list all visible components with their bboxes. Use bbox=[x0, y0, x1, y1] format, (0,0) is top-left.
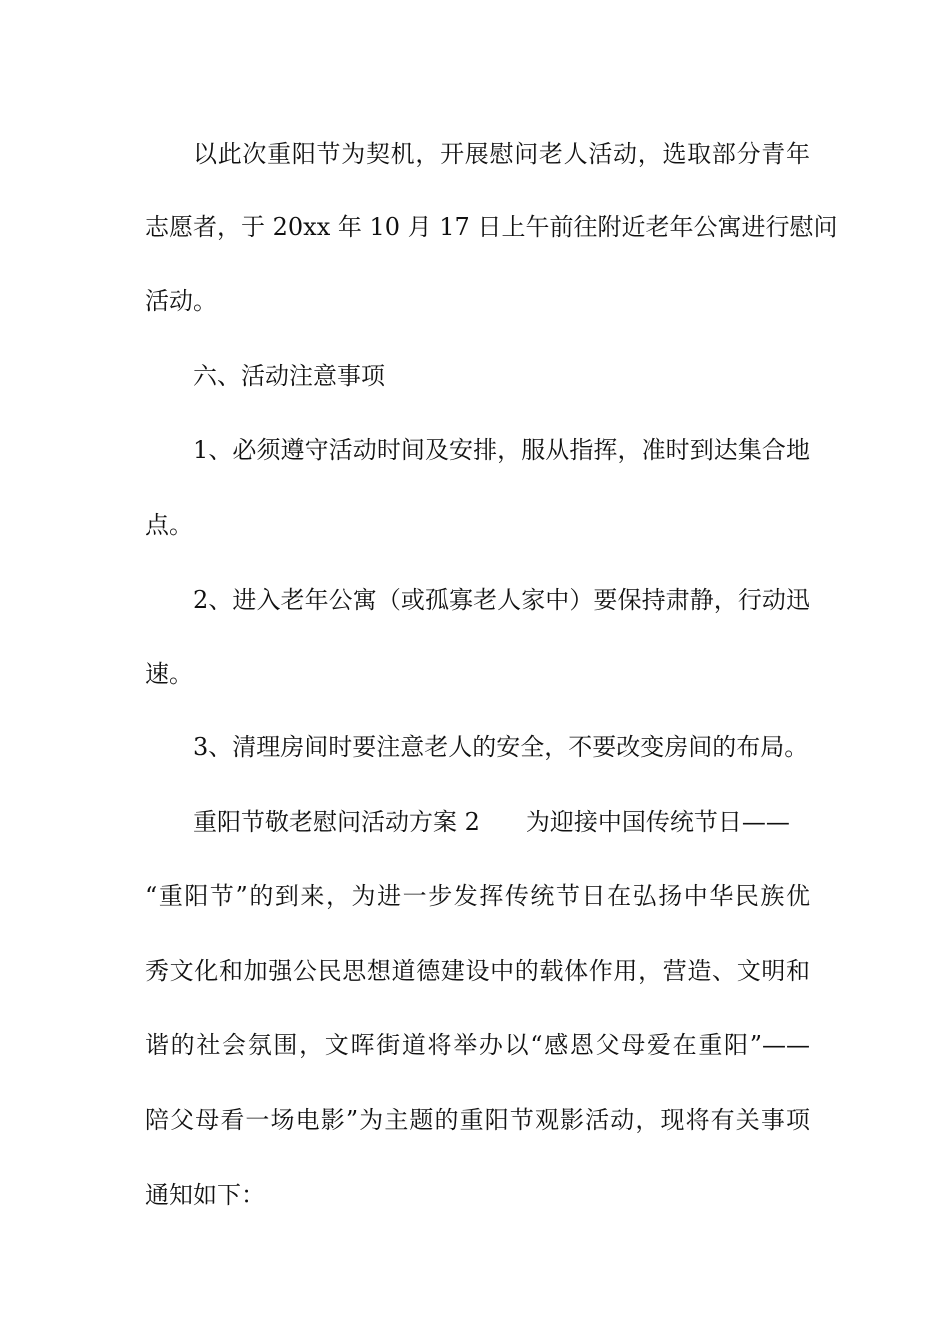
list-item-2-line-1: 2、进入老年公寓（或孤寡老人家中）要保持肃静，行动迅 bbox=[193, 586, 810, 614]
paragraph-line-6: 谐的社会氛围，文晖街道将举办以“感恩父母爱在重阳”—— bbox=[145, 1031, 810, 1059]
paragraph-line-2: 志愿者，于 20xx 年 10 月 17 日上午前往附近老年公寓进行慰问 bbox=[145, 213, 838, 241]
plan-heading-line bbox=[193, 802, 810, 842]
list-item-3: 3、清理房间时要注意老人的安全，不要改变房间的布局。 bbox=[193, 733, 809, 761]
list-item-1-line-2: 点。 bbox=[145, 511, 193, 539]
paragraph-line-7: 陪父母看一场电影”为主题的重阳节观影活动，现将有关事项 bbox=[145, 1106, 810, 1134]
paragraph-line-1: 以此次重阳节为契机，开展慰问老人活动，选取部分青年 bbox=[193, 140, 810, 168]
paragraph-line-4: “重阳节”的到来，为进一步发挥传统节日在弘扬中华民族优 bbox=[145, 882, 810, 910]
list-item-1-line-1: 1、必须遵守活动时间及安排，服从指挥，准时到达集合地 bbox=[193, 436, 810, 464]
list-item-2-line-2: 速。 bbox=[145, 660, 193, 688]
paragraph-line-5: 秀文化和加强公民思想道德建设中的载体作用，营造、文明和 bbox=[145, 957, 810, 985]
paragraph-line-3: 活动。 bbox=[145, 287, 217, 315]
plan-intro: 为迎接中国传统节日—— bbox=[525, 808, 790, 836]
paragraph-line-8: 通知如下： bbox=[145, 1181, 265, 1209]
section-heading: 六、活动注意事项 bbox=[193, 362, 385, 390]
plan-title: 重阳节敬老慰问活动方案 2 bbox=[193, 808, 480, 836]
